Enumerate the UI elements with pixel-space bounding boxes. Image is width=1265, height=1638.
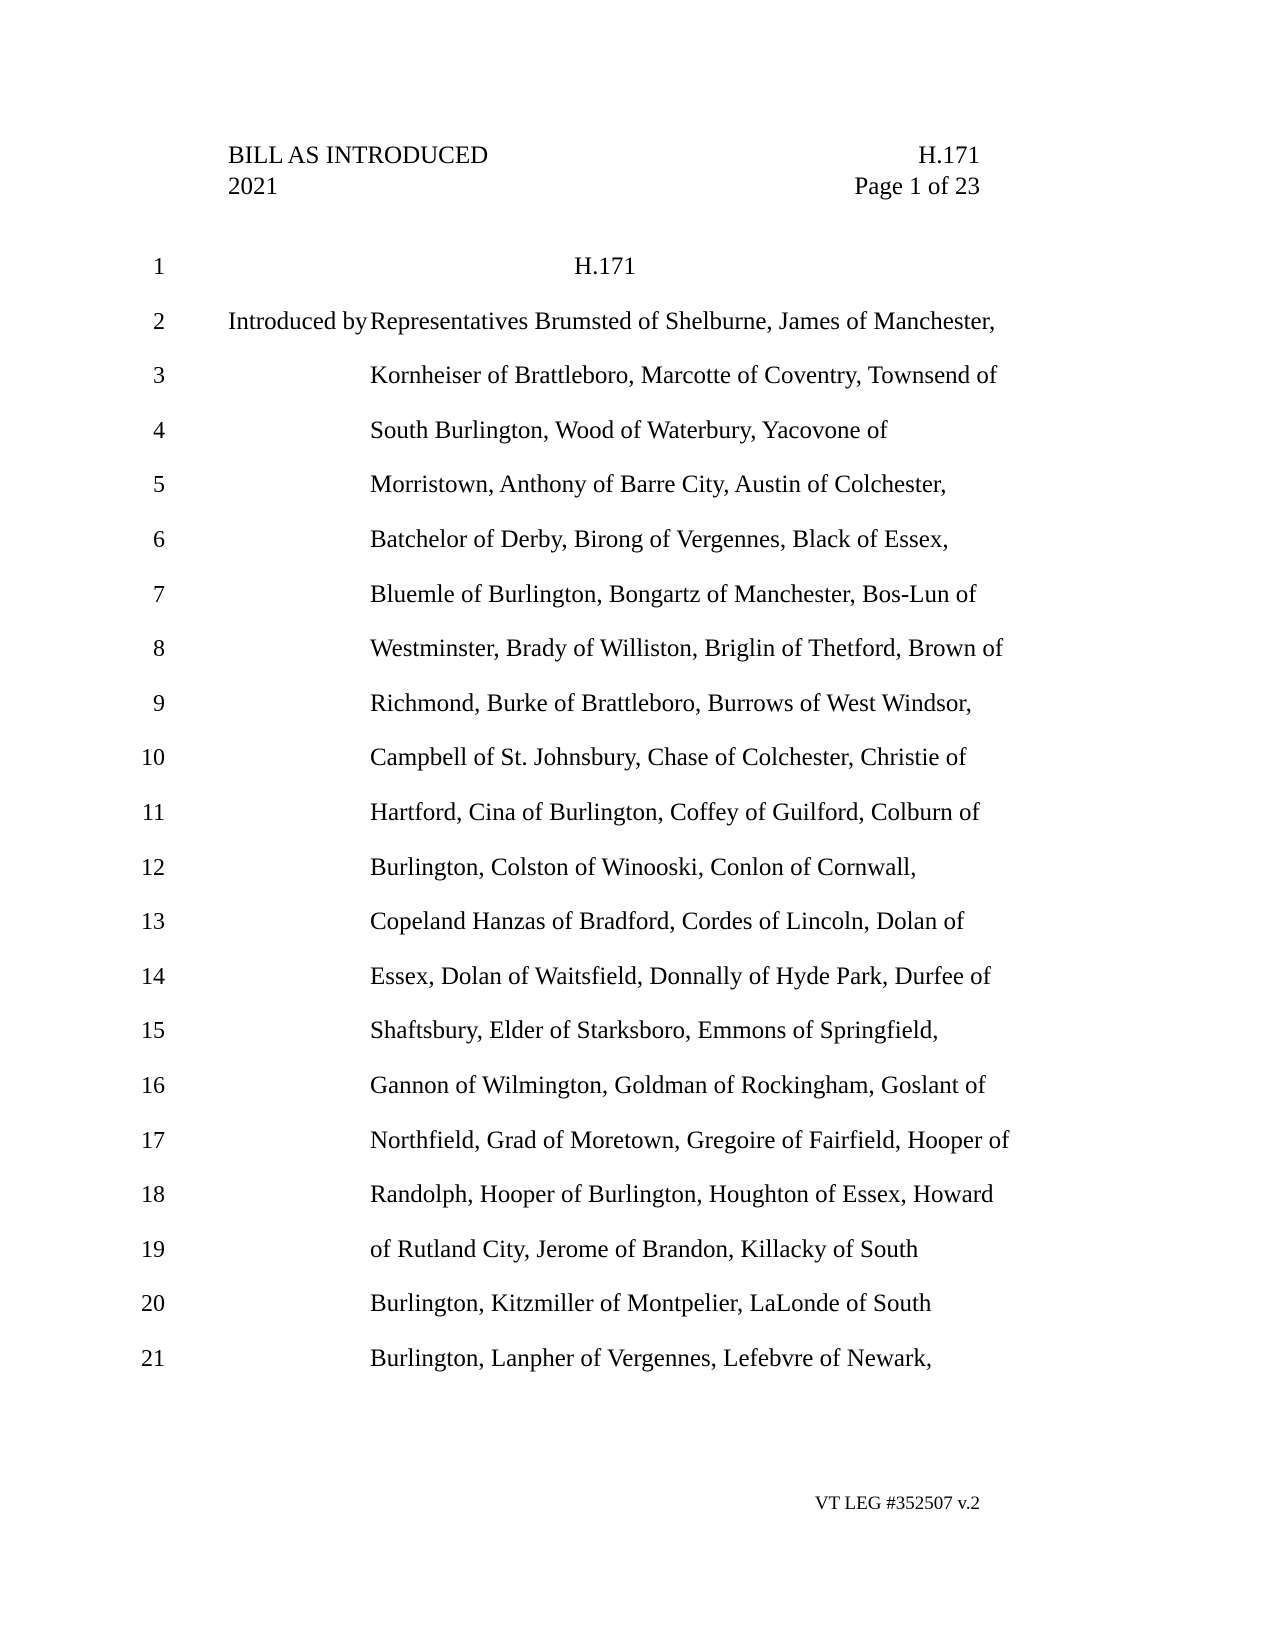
line-number: 12 [141,854,165,881]
document-header [228,140,980,202]
line-number: 9 [153,690,165,717]
line-text: Burlington, Colston of Winooski, Conlon of Cornwall, [370,853,917,881]
line-text: Burlington, Kitzmiller of Montpelier, LaLonde of South [370,1290,932,1318]
introduced-by-label: Introduced by [228,307,368,335]
numbered-line [0,953,1265,1008]
line-text: Shaftsbury, Elder of Starksboro, Emmons of Springfield, [370,1017,939,1045]
line-text: Copeland Hanzas of Bradford, Cordes of Lincoln, Dolan of [370,908,965,936]
header-row-bottom [228,171,980,202]
header-bill-number: H.171 [918,142,980,169]
line-text: Representatives Brumsted of Shelburne, James of Manchester, [370,307,996,335]
line-number: 3 [153,363,165,390]
line-number: 18 [141,1182,165,1209]
line-number: 17 [141,1127,165,1154]
numbered-line [0,461,1265,516]
line-number: 14 [141,963,165,990]
line-text: Gannon of Wilmington, Goldman of Rockingham, Goslant of [370,1071,986,1099]
line-text: Richmond, Burke of Brattleboro, Burrows of West Windsor, [370,689,972,717]
numbered-line [0,516,1265,571]
line-number: 1 [153,254,165,280]
line-number: 11 [141,799,165,826]
numbered-line [0,407,1265,462]
line-text: Hartford, Cina of Burlington, Coffey of Guilford, Colburn of [370,798,980,826]
line-text: Westminster, Brady of Williston, Briglin of Thetford, Brown of [370,635,1004,663]
line-text: Randolph, Hooper of Burlington, Houghton of Essex, Howard [370,1181,994,1209]
bill-title: H.171 [574,253,636,280]
header-bill-status: BILL AS INTRODUCED [228,142,489,169]
header-session-year: 2021 [228,173,278,200]
numbered-line [0,243,1265,298]
header-row-top [228,140,980,171]
numbered-line [0,680,1265,735]
numbered-line [0,898,1265,953]
line-number: 8 [153,636,165,663]
numbered-line [0,1226,1265,1281]
footer-legend: VT LEG #352507 v.2 [814,1493,980,1514]
line-number: 6 [153,526,165,553]
line-number: 2 [153,308,165,335]
line-number: 19 [141,1236,165,1263]
line-text: Burlington, Lanpher of Vergennes, Lefebvre of Newark, [370,1344,933,1372]
numbered-line [0,298,1265,353]
line-text: South Burlington, Wood of Waterbury, Yacovone of [370,416,888,444]
numbered-line [0,1007,1265,1062]
line-number: 20 [141,1291,165,1318]
line-text: Morristown, Anthony of Barre City, Austin of Colchester, [370,471,947,499]
line-number: 4 [153,417,165,444]
numbered-line [0,1335,1265,1390]
line-number: 5 [153,472,165,499]
numbered-line [0,625,1265,680]
numbered-line [0,1117,1265,1172]
line-text: Northfield, Grad of Moretown, Gregoire of Fairfield, Hooper of [370,1126,1010,1154]
numbered-line-list [0,243,1265,1389]
line-number: 10 [141,745,165,772]
line-number: 15 [141,1018,165,1045]
numbered-line [0,844,1265,899]
line-text: of Rutland City, Jerome of Brandon, Killacky of South [370,1235,919,1263]
numbered-line [0,1062,1265,1117]
line-text: Kornheiser of Brattleboro, Marcotte of Coventry, Townsend of [370,362,998,390]
line-text: Batchelor of Derby, Birong of Vergennes, Black of Essex, [370,525,949,553]
numbered-line [0,571,1265,626]
numbered-line [0,789,1265,844]
line-text: Campbell of St. Johnsbury, Chase of Colchester, Christie of [370,744,967,772]
line-text: Essex, Dolan of Waitsfield, Donnally of Hyde Park, Durfee of [370,962,991,990]
line-number: 16 [141,1072,165,1099]
line-number: 7 [153,581,165,608]
numbered-line [0,1171,1265,1226]
header-page-number: Page 1 of 23 [854,173,980,200]
line-number: 13 [141,909,165,936]
numbered-line [0,352,1265,407]
numbered-line [0,1280,1265,1335]
numbered-line [0,734,1265,789]
line-number: 21 [141,1345,165,1372]
line-text: Bluemle of Burlington, Bongartz of Manchester, Bos-Lun of [370,580,977,608]
